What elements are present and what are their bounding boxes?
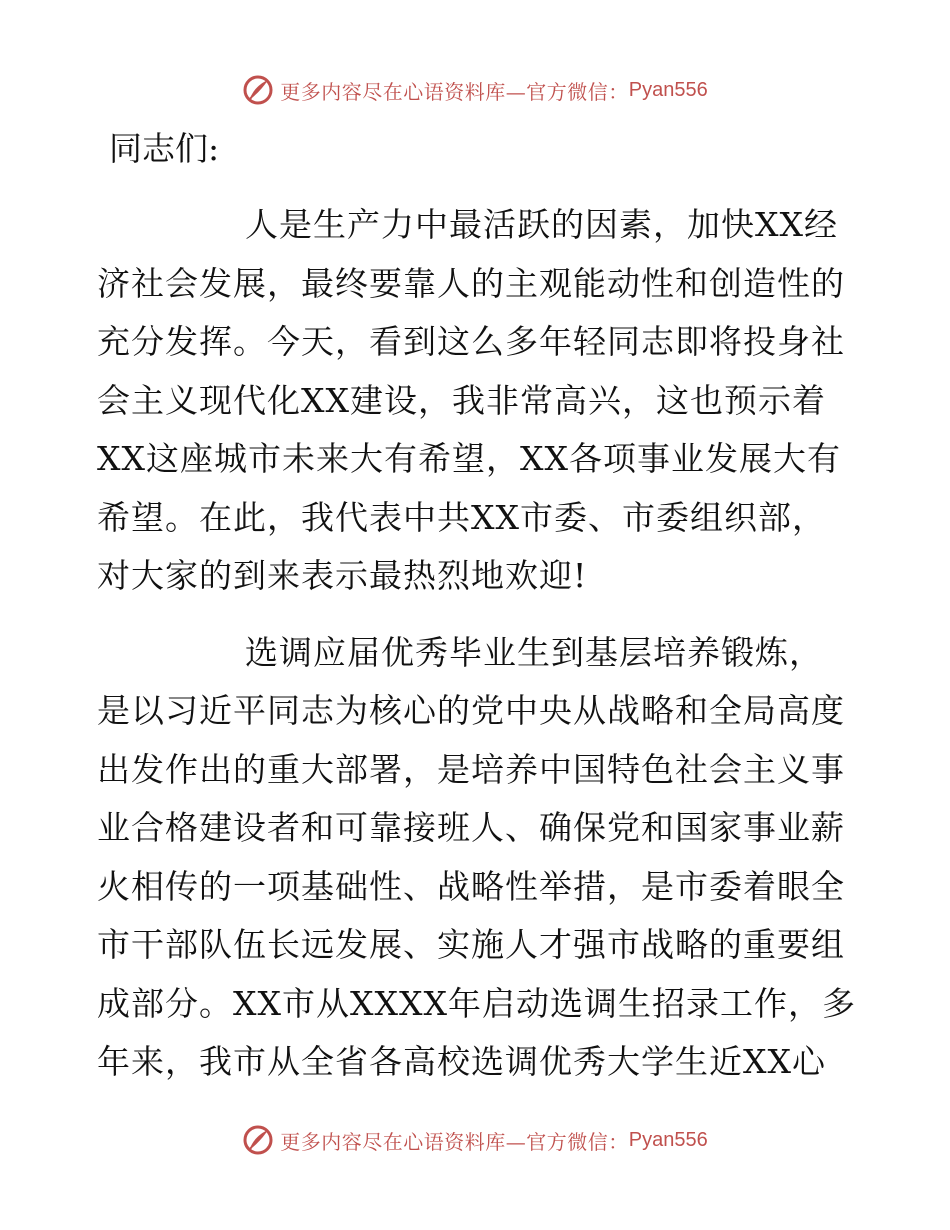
paragraph-line: 业合格建设者和可靠接班人、确保党和国家事业薪 [97,808,845,847]
quill-logo-icon [242,1124,274,1156]
paragraph-line: 市干部队伍长远发展、实施人才强市战略的重要组 [97,925,845,964]
paragraph-line: 火相传的一项基础性、战略性举措，是市委着眼全 [97,866,845,906]
paragraph-line: 充分发挥。今天，看到这么多年轻同志即将投身社 [97,322,845,361]
banner-wechat-id: Pyan556 [628,1128,708,1151]
paragraph-1 [97,196,857,606]
banner-text: 更多内容尽在心语资料库—官方微信： [280,79,629,104]
paragraph-line: 是以习近平同志为核心的党中央从战略和全局高度 [97,691,845,730]
paragraph-line: 出发作出的重大部署，是培养中国特色社会主义事 [97,749,845,789]
greeting: 同志们: [109,129,220,168]
paragraph-line: 希望。在此，我代表中共XX市委、市委组织部， [97,497,826,537]
banner-wechat-id: Pyan556 [628,78,708,101]
paragraph-line: 选调应届优秀毕业生到基层培养锻炼， [245,632,823,672]
paragraph-2 [97,624,857,1092]
paragraph-line: 年来，我市从全省各高校选调优秀大学生近XX心 [97,1042,826,1081]
banner-text: 更多内容尽在心语资料库—官方微信： [280,1129,629,1154]
footer-watermark-banner [0,1120,950,1160]
paragraph-line: 人是生产力中最活跃的因素，加快XX经 [245,205,838,244]
header-watermark-banner [0,70,950,110]
paragraph-line: 对大家的到来表示最热烈地欢迎! [97,556,588,595]
quill-logo-icon [242,74,274,106]
paragraph-line: 济社会发展，最终要靠人的主观能动性和创造性的 [97,263,845,303]
paragraph-line: XX这座城市未来大有希望，XX各项事业发展大有 [97,439,841,478]
paragraph-line: 会主义现代化XX建设，我非常高兴，这也预示着 [97,380,826,420]
paragraph-line: 成部分。XX市从XXXX年启动选调生招录工作，多 [97,983,856,1023]
document-body [97,120,857,1092]
